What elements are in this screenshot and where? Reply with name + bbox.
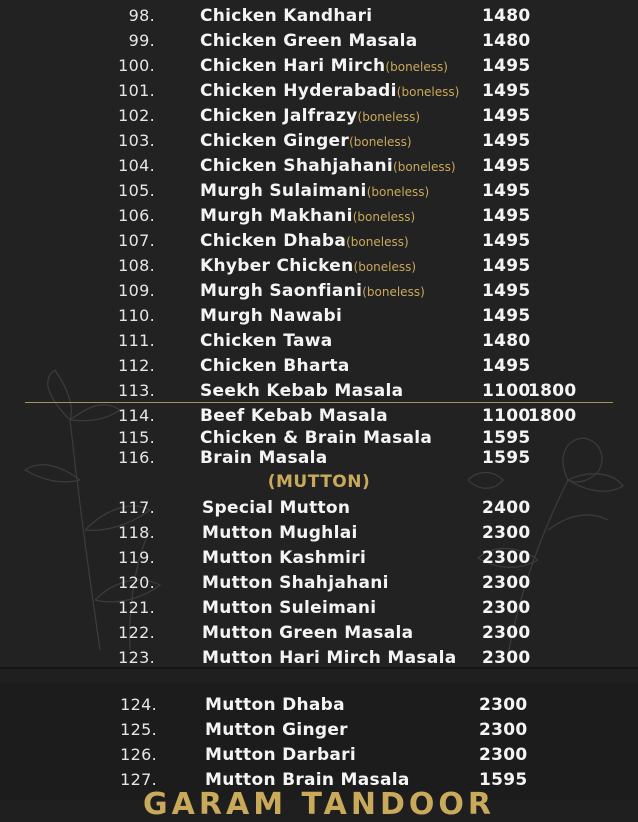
item-name: Murgh Saonfiani bbox=[200, 281, 363, 301]
item-number: 125. bbox=[120, 720, 157, 739]
item-price: 1495 bbox=[482, 206, 531, 226]
item-name: Chicken Kandhari bbox=[200, 6, 373, 26]
item-name-wrap bbox=[202, 571, 389, 595]
item-price: 2300 bbox=[479, 720, 528, 740]
item-name: Seekh Kebab Masala bbox=[200, 381, 404, 401]
item-price: 1480 bbox=[482, 331, 531, 351]
item-name: Chicken Hari Mirch bbox=[200, 56, 386, 76]
item-name: Beef Kebab Masala bbox=[200, 406, 388, 426]
item-note: (boneless) bbox=[349, 135, 412, 149]
item-name: Chicken Tawa bbox=[200, 331, 333, 351]
item-name: Mutton Hari Mirch Masala bbox=[202, 648, 457, 668]
item-price: 2300 bbox=[479, 695, 528, 715]
item-note: (boneless) bbox=[393, 160, 456, 174]
item-number: 121. bbox=[118, 598, 155, 617]
item-number: 117. bbox=[118, 498, 155, 517]
item-number: 114. bbox=[118, 406, 155, 425]
item-note: (boneless) bbox=[396, 85, 460, 99]
item-note: (boneless) bbox=[346, 235, 409, 249]
item-number: 122. bbox=[118, 623, 155, 642]
item-price: 1495 bbox=[482, 156, 531, 176]
item-price: 2300 bbox=[482, 548, 531, 568]
item-number: 116. bbox=[118, 448, 155, 467]
menu-item bbox=[0, 154, 638, 178]
item-name: Chicken Dhaba bbox=[200, 231, 347, 251]
item-number: 100. bbox=[118, 56, 155, 75]
section-heading-mutton: (MUTTON) bbox=[267, 472, 371, 492]
item-price-large: 1800 bbox=[528, 381, 577, 401]
item-price: 1100 bbox=[482, 406, 531, 426]
item-name-wrap bbox=[200, 54, 448, 79]
menu-item bbox=[0, 229, 638, 253]
item-price: 1100 bbox=[482, 381, 531, 401]
item-name: Special Mutton bbox=[202, 498, 351, 518]
item-price: 2300 bbox=[482, 523, 531, 543]
item-name-wrap bbox=[200, 179, 429, 204]
item-name-wrap bbox=[200, 329, 333, 353]
menu-item bbox=[0, 571, 638, 595]
item-number: 113. bbox=[118, 381, 155, 400]
item-name-wrap bbox=[202, 646, 457, 669]
item-note: (boneless) bbox=[366, 185, 430, 199]
menu-item bbox=[0, 4, 638, 28]
item-number: 98. bbox=[128, 6, 155, 25]
item-price: 1495 bbox=[482, 131, 531, 151]
menu-item bbox=[0, 254, 638, 278]
item-name-wrap bbox=[200, 29, 418, 53]
item-note: (boneless) bbox=[362, 285, 425, 299]
item-number: 104. bbox=[118, 156, 155, 175]
item-name-wrap bbox=[202, 621, 413, 645]
menu-item bbox=[0, 79, 638, 103]
item-name: Mutton Kashmiri bbox=[202, 548, 367, 568]
item-price: 2300 bbox=[482, 623, 531, 643]
menu-item bbox=[0, 718, 638, 742]
item-number: 110. bbox=[118, 306, 155, 325]
item-note: (boneless) bbox=[353, 260, 417, 274]
item-name-wrap bbox=[202, 496, 350, 520]
item-name-wrap bbox=[200, 79, 459, 104]
next-section-title: GARAM TANDOOR bbox=[143, 787, 495, 822]
item-name: Mutton Dhaba bbox=[205, 695, 345, 715]
menu-item bbox=[0, 354, 638, 378]
item-number: 119. bbox=[118, 548, 155, 567]
item-number: 103. bbox=[118, 131, 155, 150]
item-name: Khyber Chicken bbox=[200, 256, 354, 276]
menu-item bbox=[0, 204, 638, 228]
item-name: Mutton Ginger bbox=[205, 720, 348, 740]
item-name: Chicken & Brain Masala bbox=[200, 428, 433, 448]
menu-item bbox=[0, 54, 638, 78]
item-price: 1495 bbox=[482, 181, 531, 201]
item-name: Chicken Shahjahani bbox=[200, 156, 394, 176]
item-name-wrap bbox=[200, 229, 409, 254]
item-name-wrap bbox=[200, 279, 425, 304]
menu-item bbox=[0, 279, 638, 303]
item-name-wrap bbox=[200, 104, 420, 129]
item-number: 127. bbox=[120, 770, 157, 789]
item-price: 1495 bbox=[482, 356, 531, 376]
menu-item bbox=[0, 596, 638, 620]
menu-item bbox=[0, 379, 638, 403]
menu-panel-bottom bbox=[0, 683, 638, 800]
item-name-wrap bbox=[200, 304, 342, 328]
item-name-wrap bbox=[200, 129, 412, 154]
item-name: Murgh Makhani bbox=[200, 206, 353, 226]
menu-item bbox=[0, 496, 638, 520]
item-number: 107. bbox=[118, 231, 155, 250]
item-name: Mutton Green Masala bbox=[202, 623, 414, 643]
item-name-wrap bbox=[200, 154, 456, 179]
item-name: Brain Masala bbox=[200, 448, 328, 468]
section-divider bbox=[25, 402, 613, 403]
menu-item bbox=[0, 329, 638, 353]
item-name-wrap bbox=[200, 354, 350, 378]
item-price: 1495 bbox=[482, 256, 531, 276]
item-name-wrap bbox=[205, 718, 348, 742]
item-price: 1495 bbox=[482, 306, 531, 326]
item-number: 102. bbox=[118, 106, 155, 125]
item-price-large: 1800 bbox=[528, 406, 577, 426]
item-name-wrap bbox=[202, 546, 366, 570]
item-name-wrap bbox=[200, 254, 416, 279]
item-name: Mutton Shahjahani bbox=[202, 573, 389, 593]
item-price: 1495 bbox=[482, 231, 531, 251]
menu-item bbox=[0, 546, 638, 570]
menu-item bbox=[0, 304, 638, 328]
item-number: 111. bbox=[118, 331, 155, 350]
item-number: 126. bbox=[120, 745, 157, 764]
item-name-wrap bbox=[200, 379, 403, 403]
item-name: Mutton Brain Masala bbox=[205, 770, 410, 790]
item-name: Mutton Suleimani bbox=[202, 598, 377, 618]
item-name-wrap bbox=[205, 743, 356, 767]
item-number: 109. bbox=[118, 281, 155, 300]
item-name: Murgh Nawabi bbox=[200, 306, 343, 326]
item-number: 123. bbox=[118, 648, 155, 667]
item-number: 112. bbox=[118, 356, 155, 375]
item-price: 2400 bbox=[482, 498, 531, 518]
item-name: Chicken Bharta bbox=[200, 356, 350, 376]
item-price: 1495 bbox=[482, 106, 531, 126]
item-name-wrap bbox=[200, 4, 372, 28]
item-note: (boneless) bbox=[357, 110, 421, 124]
item-name: Mutton Darbari bbox=[205, 745, 356, 765]
item-name-wrap bbox=[200, 204, 415, 229]
item-price: 1480 bbox=[482, 6, 531, 26]
item-name: Chicken Hyderabadi bbox=[200, 81, 397, 101]
item-note: (boneless) bbox=[352, 210, 416, 224]
item-price: 1495 bbox=[482, 81, 531, 101]
item-price: 1595 bbox=[479, 770, 528, 790]
menu-item bbox=[0, 179, 638, 203]
item-number: 115. bbox=[118, 428, 155, 447]
menu-item bbox=[0, 743, 638, 767]
item-price: 2300 bbox=[482, 648, 531, 668]
menu-item bbox=[0, 621, 638, 645]
menu-item bbox=[0, 104, 638, 128]
item-number: 99. bbox=[128, 31, 155, 50]
menu-item bbox=[0, 693, 638, 717]
item-name-wrap bbox=[200, 446, 328, 470]
item-name: Chicken Jalfrazy bbox=[200, 106, 358, 126]
item-name-wrap bbox=[200, 404, 388, 428]
item-name: Chicken Ginger bbox=[200, 131, 350, 151]
item-price: 1480 bbox=[482, 31, 531, 51]
item-number: 101. bbox=[118, 81, 155, 100]
menu-item bbox=[0, 29, 638, 53]
menu-item bbox=[0, 404, 638, 428]
menu-item bbox=[0, 129, 638, 153]
item-price: 2300 bbox=[479, 745, 528, 765]
item-price: 1595 bbox=[482, 428, 531, 448]
item-number: 120. bbox=[118, 573, 155, 592]
item-number: 124. bbox=[120, 695, 157, 714]
item-number: 106. bbox=[118, 206, 155, 225]
menu-item bbox=[0, 521, 638, 545]
item-price: 1495 bbox=[482, 281, 531, 301]
item-price: 1495 bbox=[482, 56, 531, 76]
item-name-wrap bbox=[202, 521, 358, 545]
item-name: Murgh Sulaimani bbox=[200, 181, 367, 201]
menu-item bbox=[0, 446, 638, 470]
item-number: 105. bbox=[118, 181, 155, 200]
menu-item bbox=[0, 646, 638, 669]
item-name-wrap bbox=[202, 596, 376, 620]
item-name: Chicken Green Masala bbox=[200, 31, 418, 51]
item-name-wrap bbox=[205, 693, 345, 717]
item-number: 118. bbox=[118, 523, 155, 542]
item-note: (boneless) bbox=[385, 60, 448, 74]
item-number: 108. bbox=[118, 256, 155, 275]
item-price: 2300 bbox=[482, 598, 531, 618]
item-price: 2300 bbox=[482, 573, 531, 593]
item-price: 1595 bbox=[482, 448, 531, 468]
item-name: Mutton Mughlai bbox=[202, 523, 358, 543]
